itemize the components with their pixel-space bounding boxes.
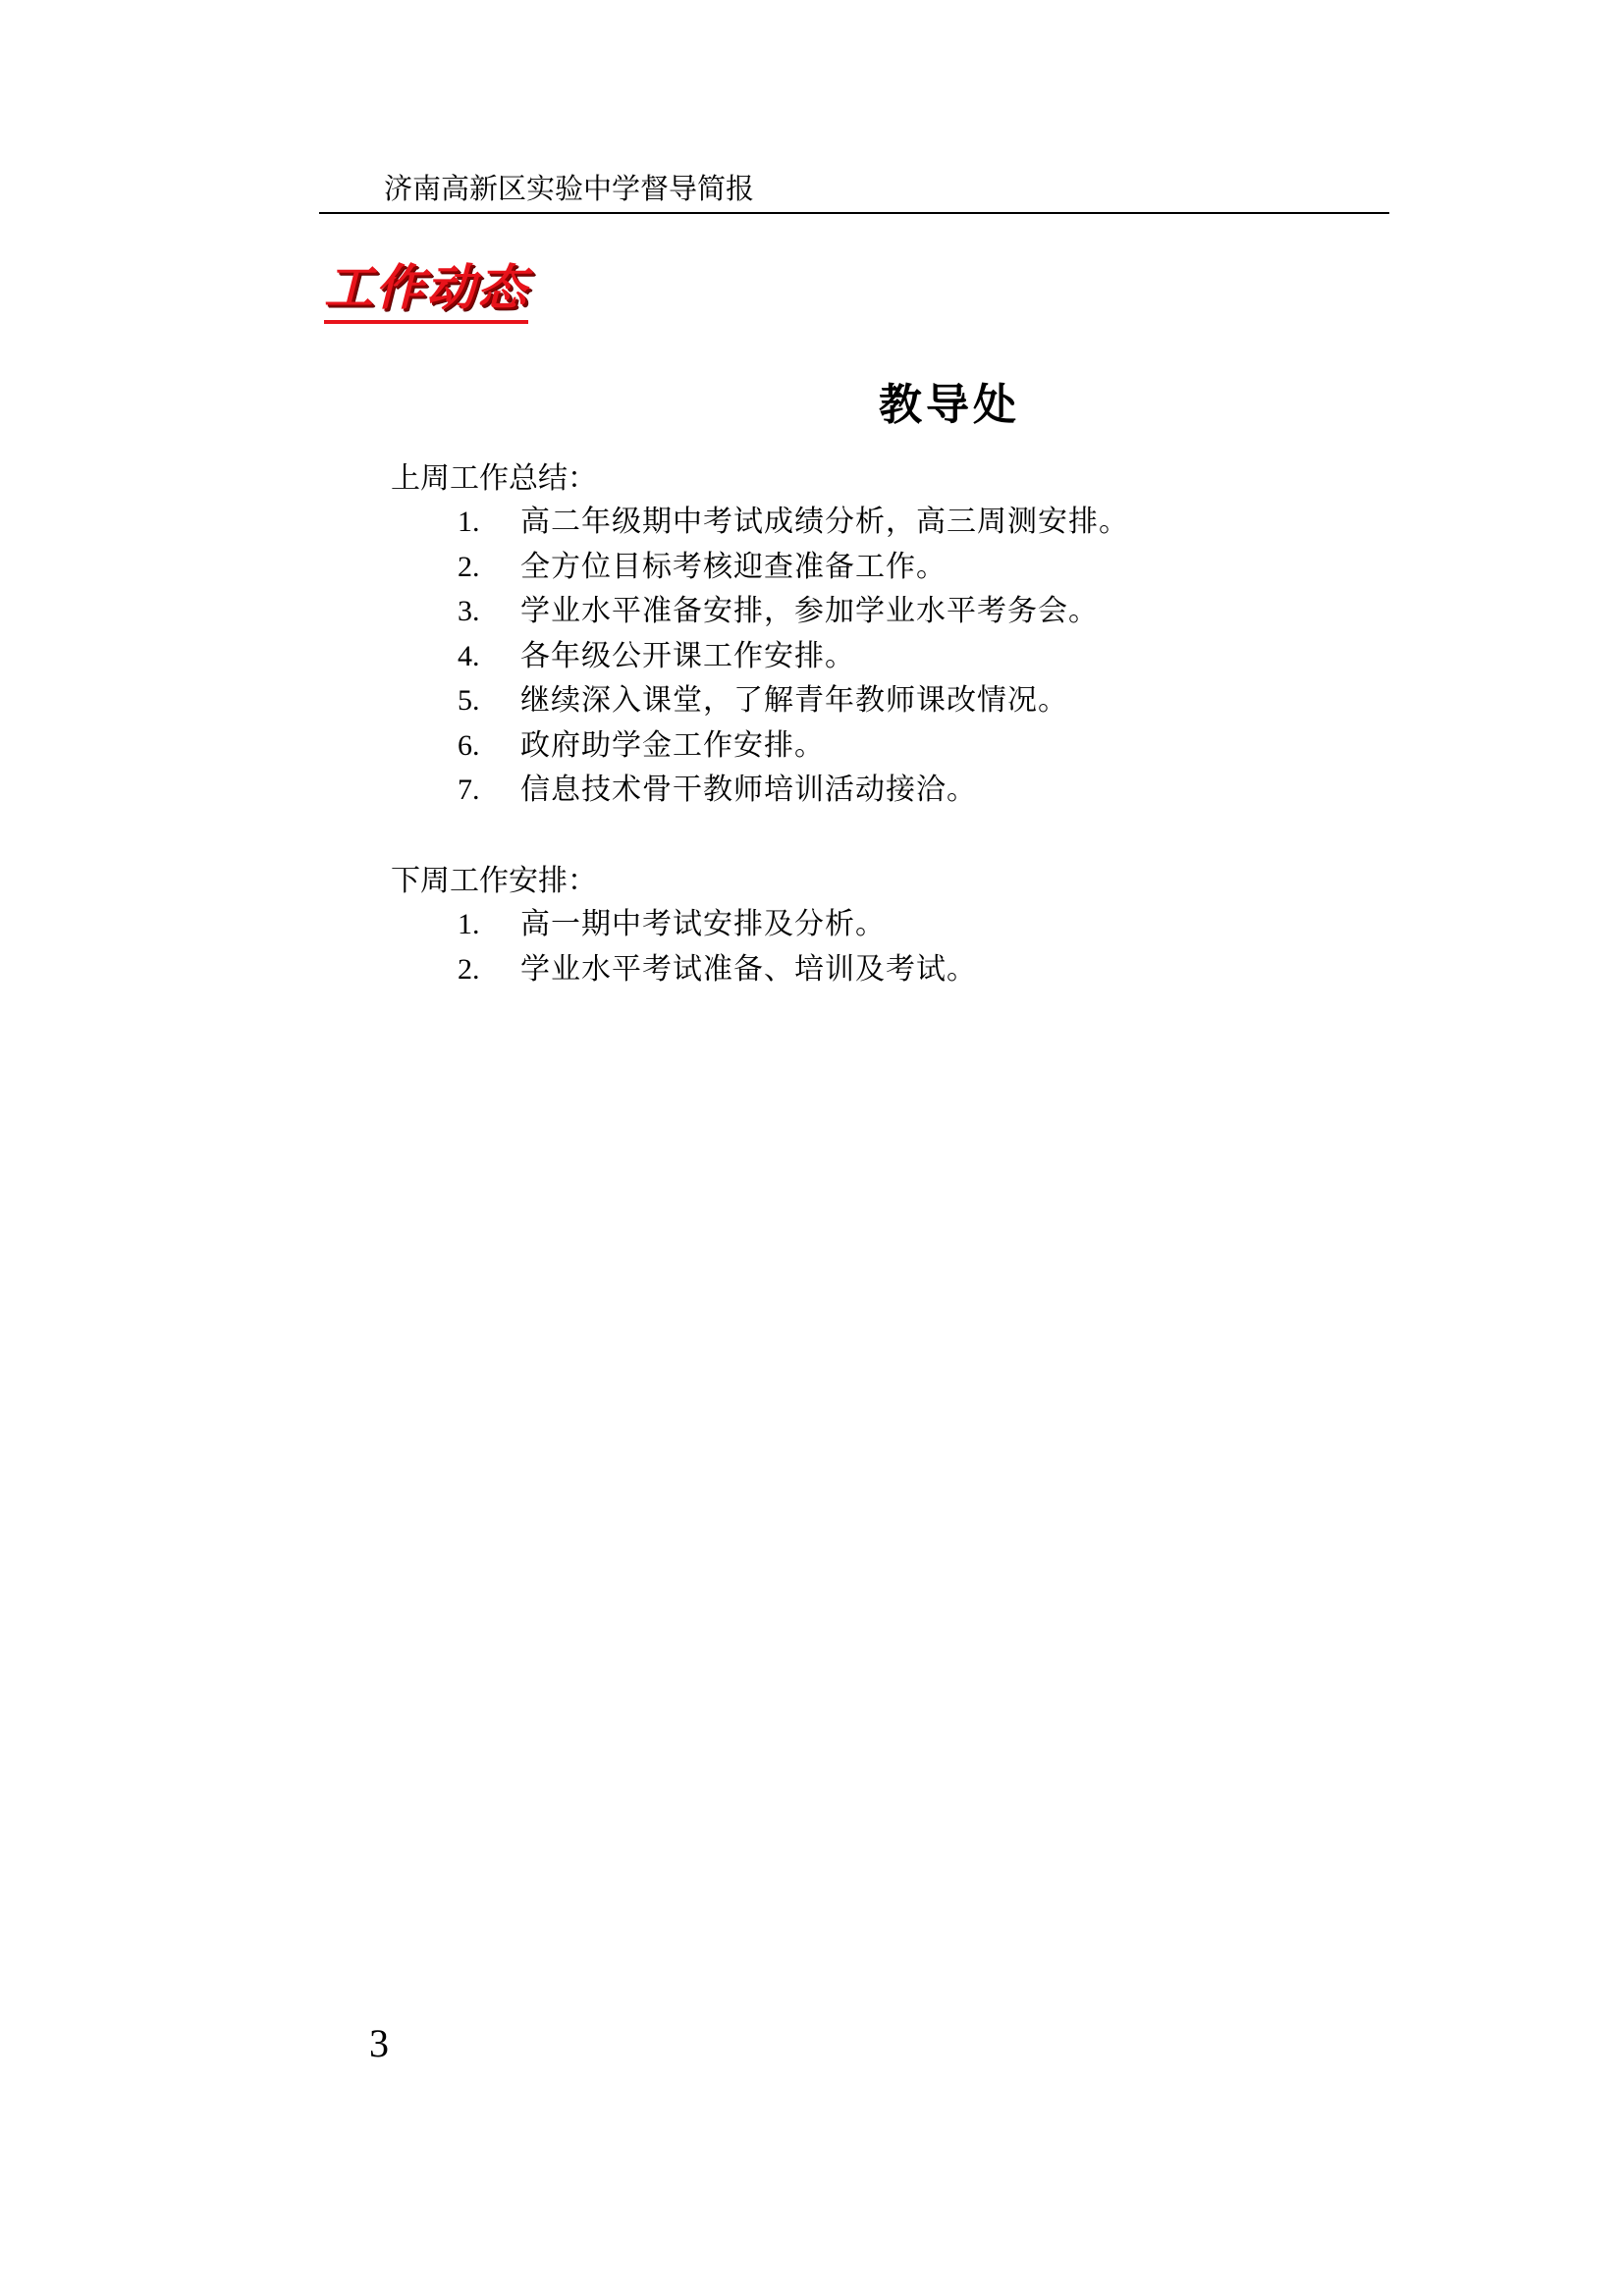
list-item-text: 政府助学金工作安排。 xyxy=(520,727,825,763)
list-item-text: 继续深入课堂，了解青年教师课改情况。 xyxy=(520,683,1068,718)
list-item xyxy=(458,681,1129,726)
page-header xyxy=(319,167,1389,214)
last-week-label: 上周工作总结： xyxy=(391,461,597,496)
page-number: 3 xyxy=(369,2021,389,2065)
list-item xyxy=(458,503,1129,548)
list-item-text: 学业水平考试准备、培训及考试。 xyxy=(520,951,977,987)
list-item-number: 2. xyxy=(458,550,480,583)
list-item-text: 高二年级期中考试成绩分析，高三周测安排。 xyxy=(520,505,1129,539)
list-item-text: 全方位目标考核迎查准备工作。 xyxy=(520,549,947,584)
section-banner: 工作动态 xyxy=(324,257,528,324)
list-item xyxy=(458,637,1129,682)
department-title: 教导处 xyxy=(879,380,1020,430)
next-week-label: 下周工作安排： xyxy=(391,864,597,898)
list-item-number: 2. xyxy=(458,952,480,986)
list-item-text: 高一期中考试安排及分析。 xyxy=(520,907,886,941)
list-item xyxy=(458,548,1129,593)
list-item-number: 4. xyxy=(458,639,480,672)
next-week-list xyxy=(458,905,977,994)
list-item-text: 学业水平准备安排，参加学业水平考务会。 xyxy=(520,594,1099,628)
list-item-number: 7. xyxy=(458,774,480,806)
list-item-number: 6. xyxy=(458,728,480,762)
header-title: 济南高新区实验中学督导简报 xyxy=(384,172,755,205)
last-week-list xyxy=(458,503,1129,816)
list-item xyxy=(458,726,1129,772)
list-item xyxy=(458,905,977,950)
list-item-text: 信息技术骨干教师培训活动接洽。 xyxy=(520,773,977,807)
list-item-number: 1. xyxy=(458,908,480,940)
list-item xyxy=(458,771,1129,816)
list-item xyxy=(458,592,1129,637)
list-item xyxy=(458,950,977,995)
list-item-number: 3. xyxy=(458,595,480,627)
list-item-number: 5. xyxy=(458,684,480,717)
list-item-text: 各年级公开课工作安排。 xyxy=(520,638,855,673)
list-item-number: 1. xyxy=(458,506,480,538)
